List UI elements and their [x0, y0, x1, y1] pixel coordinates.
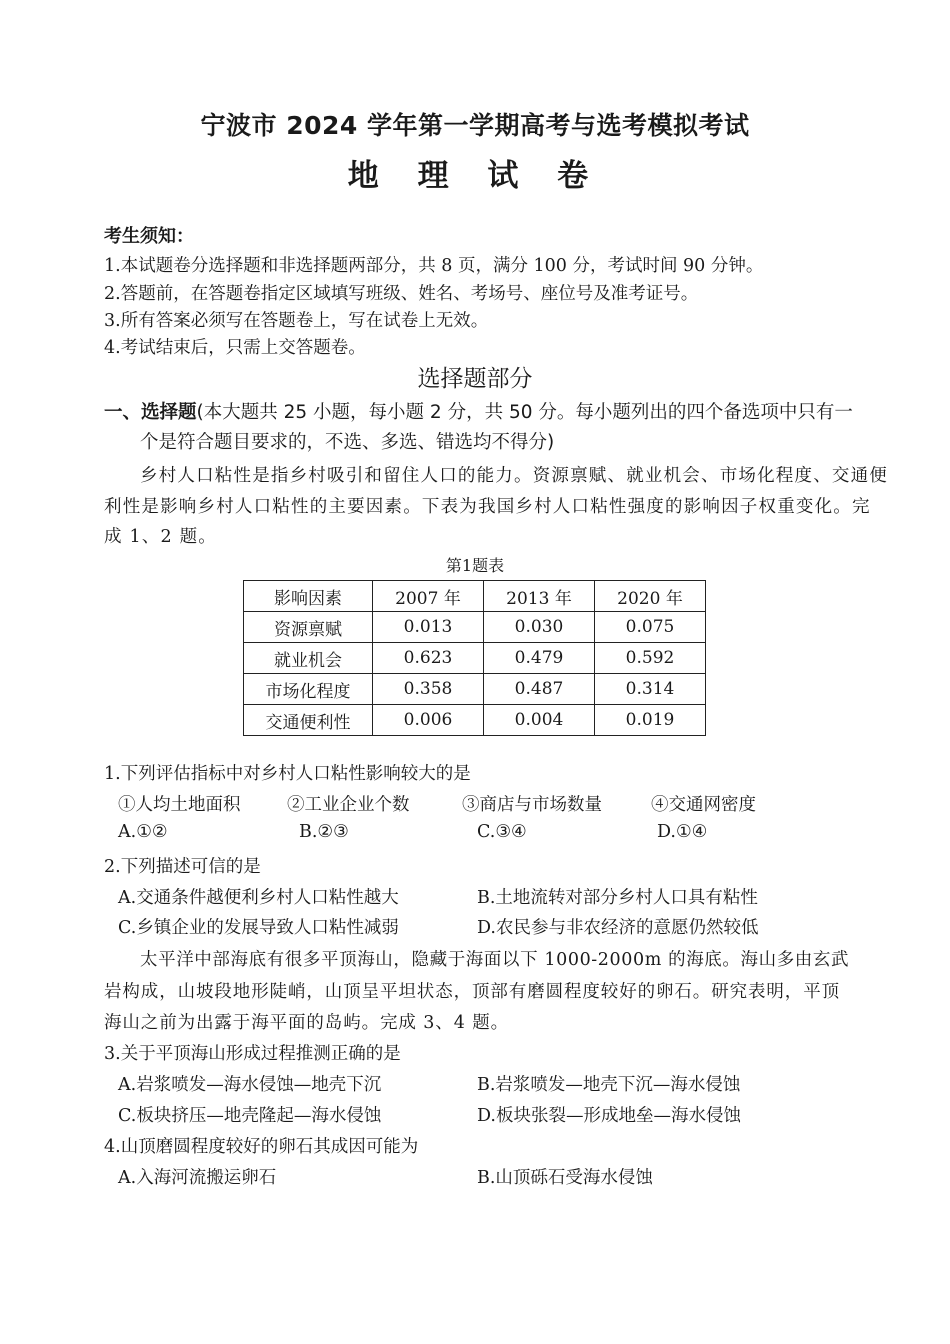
q1-option-b[interactable]: B.②③ [299, 822, 349, 842]
q1-item-4: ④交通网密度 [651, 795, 756, 815]
q2-option-a[interactable]: A.交通条件越便利乡村人口粘性越大 [118, 888, 399, 908]
part-label: 一、选择题 [104, 402, 197, 423]
passage1-line-3: 成 1、2 题。 [104, 527, 217, 547]
q4-stem: 4.山顶磨圆程度较好的卵石其成因可能为 [104, 1137, 419, 1157]
passage2-line-3: 海山之前为出露于海平面的岛屿。完成 3、4 题。 [104, 1013, 509, 1033]
passage1-line-2: 利性是影响乡村人口粘性的主要因素。下表为我国乡村人口粘性强度的影响因子权重变化。完 [104, 497, 871, 517]
q1-option-c[interactable]: C.③④ [477, 822, 527, 842]
q4-option-a[interactable]: A.入海河流搬运卵石 [118, 1168, 277, 1188]
table-cell: 0.006 [373, 705, 484, 736]
part-desc-1: (本大题共 25 小题，每小题 2 分，共 50 分。每小题列出的四个备选项中只有一 [196, 402, 853, 423]
table-cell: 资源禀赋 [244, 612, 373, 643]
table-cell: 0.487 [484, 674, 595, 705]
table-cell: 0.013 [373, 612, 484, 643]
q1-item-2: ②工业企业个数 [287, 795, 410, 815]
table-row [244, 705, 706, 736]
part-desc-2: 个是符合题目要求的，不选、多选、错选均不得分) [140, 432, 555, 453]
q3-stem: 3.关于平顶海山形成过程推测正确的是 [104, 1044, 401, 1064]
q1-stem: 1.下列评估指标中对乡村人口粘性影响较大的是 [104, 764, 471, 784]
notice-heading: 考生须知： [104, 226, 194, 247]
table-cell: 0.004 [484, 705, 595, 736]
table-header-cell: 2013 年 [484, 581, 595, 612]
table-row [244, 674, 706, 705]
q3-option-d[interactable]: D.板块张裂—形成地垒—海水侵蚀 [477, 1106, 741, 1126]
table-cell: 交通便利性 [244, 705, 373, 736]
table-caption: 第1题表 [445, 556, 505, 575]
notice-item-1: 1.本试题卷分选择题和非选择题两部分，共 8 页，满分 100 分，考试时间 90 分钟。 [104, 256, 764, 276]
table-cell: 0.019 [595, 705, 706, 736]
q1-option-a[interactable]: A.①② [118, 822, 168, 842]
q2-stem: 2.下列描述可信的是 [104, 857, 261, 877]
q1-item-3: ③商店与市场数量 [462, 795, 602, 815]
table-cell: 0.479 [484, 643, 595, 674]
q3-option-a[interactable]: A.岩浆喷发—海水侵蚀—地壳下沉 [118, 1075, 382, 1095]
part-heading [104, 398, 853, 424]
table-cell: 0.592 [595, 643, 706, 674]
q3-option-b[interactable]: B.岩浆喷发—地壳下沉—海水侵蚀 [477, 1075, 741, 1095]
factor-weight-table [243, 580, 706, 736]
table-header-row [244, 581, 706, 612]
exam-title: 宁波市 2024 学年第一学期高考与选考模拟考试 [200, 111, 750, 140]
q2-option-d[interactable]: D.农民参与非农经济的意愿仍然较低 [477, 918, 759, 938]
q1-item-1: ①人均土地面积 [118, 795, 241, 815]
table-cell: 0.358 [373, 674, 484, 705]
section-title: 选择题部分 [417, 366, 533, 392]
q1-option-d[interactable]: D.①④ [657, 822, 708, 842]
q4-option-b[interactable]: B.山顶砾石受海水侵蚀 [477, 1168, 653, 1188]
passage2-line-2: 岩构成，山坡段地形陡峭，山顶呈平坦状态，顶部有磨圆程度较好的卵石。研究表明，平顶 [104, 982, 840, 1002]
table-row [244, 643, 706, 674]
table-cell: 0.075 [595, 612, 706, 643]
q3-option-c[interactable]: C.板块挤压—地壳隆起—海水侵蚀 [118, 1106, 382, 1126]
table-cell: 0.314 [595, 674, 706, 705]
q2-option-c[interactable]: C.乡镇企业的发展导致人口粘性减弱 [118, 918, 399, 938]
table-header-cell: 2020 年 [595, 581, 706, 612]
notice-item-3: 3.所有答案必须写在答题卷上，写在试卷上无效。 [104, 311, 489, 331]
notice-item-2: 2.答题前，在答题卷指定区域填写班级、姓名、考场号、座位号及准考证号。 [104, 284, 699, 304]
notice-item-4: 4.考试结束后，只需上交答题卷。 [104, 338, 366, 358]
table-header-cell: 影响因素 [244, 581, 373, 612]
table-header-cell: 2007 年 [373, 581, 484, 612]
table-cell: 0.030 [484, 612, 595, 643]
table-cell: 市场化程度 [244, 674, 373, 705]
table-cell: 就业机会 [244, 643, 373, 674]
exam-subtitle: 地 理 试 卷 [347, 158, 603, 194]
q2-option-b[interactable]: B.土地流转对部分乡村人口具有粘性 [477, 888, 758, 908]
passage1-line-1: 乡村人口粘性是指乡村吸引和留住人口的能力。资源禀赋、就业机会、市场化程度、交通便 [140, 466, 888, 486]
table-row [244, 612, 706, 643]
table-cell: 0.623 [373, 643, 484, 674]
passage2-line-1: 太平洋中部海底有很多平顶海山，隐藏于海面以下 1000-2000m 的海底。海山多由玄武 [140, 950, 850, 970]
